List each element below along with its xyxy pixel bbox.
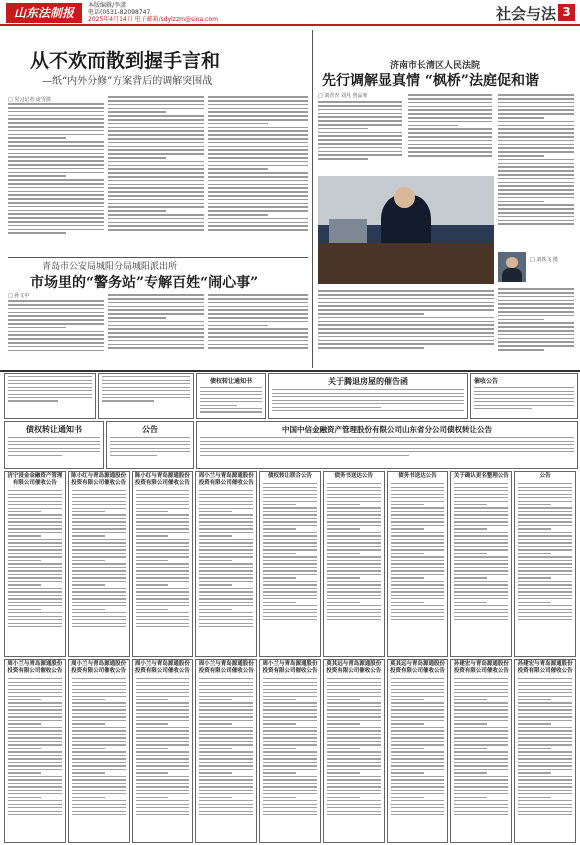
grid-notice-title: 周小兰与青岛源通股份投资有限公司催收公告 — [71, 661, 127, 674]
article2-kicker: 济南市长清区人民法院 — [390, 61, 481, 71]
grid-notice-2 — [195, 659, 257, 843]
masthead — [0, 0, 580, 26]
article1-subtitle: —纸“内外分修”方案背后的调解突围战 — [42, 76, 213, 87]
grid-notice-title: 陈小红与青岛源通股份投资有限公司催收公告 — [134, 473, 190, 486]
grid-notice-title: 周小兰与青岛源通股份投资有限公司催收公告 — [262, 661, 318, 674]
grid-notice-2 — [68, 659, 130, 843]
article3-kicker: 青岛市公安局城阳分局城阳派出所 — [42, 262, 178, 272]
grid-notice — [195, 471, 257, 657]
article2-body-col1 — [318, 99, 402, 171]
grid-notice-2 — [132, 659, 194, 843]
grid-notice-title: 债权转让联合公告 — [267, 473, 312, 479]
columnist-avatar — [498, 252, 526, 282]
grid-notice-title: 陈小红与青岛源通股份投资有限公司催收公告 — [71, 473, 127, 486]
grid-notice-2 — [323, 659, 385, 843]
header-editor: 本版编辑/李潇 — [88, 2, 127, 9]
notice-house-vacate: 关于腾退房屋的催告函 — [268, 373, 468, 419]
grid-notice-2 — [259, 659, 321, 843]
notice-left-transfer: 债权转让通知书 — [4, 421, 104, 469]
article2-body-col2 — [408, 92, 492, 172]
notice-citic-transfer: 中国中信金融资产管理股份有限公司山东省分公司债权转让公告 — [196, 421, 578, 469]
grid-notice-title: 周小兰与青岛源通股份投资有限公司催收公告 — [134, 661, 190, 674]
grid-notice-title: 周小兰与青岛源通股份投资有限公司催收公告 — [198, 473, 254, 486]
article3-title: 市场里的“警务站”专解百姓“闹心事” — [30, 275, 259, 291]
notice-left-announcement: 公告 — [106, 421, 194, 469]
grid-notice — [68, 471, 130, 657]
grid-notice-title: 关于确认更名整理公告 — [453, 473, 509, 479]
grid-notice — [4, 471, 66, 657]
grid-notice-2 — [387, 659, 449, 843]
article2-title: 先行调解显真情 “枫桥”法庭促和谐 — [322, 73, 539, 89]
notices-top-rule — [0, 370, 580, 372]
grid-notice-2 — [450, 659, 512, 843]
left-top-notice — [4, 373, 96, 419]
article2-body-bottom — [318, 288, 494, 368]
notice-debt-transfer: 债权转让通知书 — [196, 373, 266, 419]
grid-notice-title: 济宁浸金金融资产管理有限公司催收公告 — [7, 473, 63, 486]
grid-notice-title: 孙建宏与青岛源通股份投资有限公司催收公告 — [453, 661, 509, 674]
article1-body-col1 — [8, 101, 104, 255]
grid-notice-title: 债务书送达公告 — [334, 473, 374, 479]
grid-notice — [132, 471, 194, 657]
article1-byline: □ 见习记者 庞雪倩 — [8, 97, 51, 103]
page-number: 3 — [558, 4, 575, 21]
notice-collection: 催收公告 — [470, 373, 578, 419]
grid-notice — [259, 471, 321, 657]
court-photo — [318, 176, 494, 284]
columnist-label: □ 刘铁飞 摄 — [530, 257, 558, 263]
grid-notice — [450, 471, 512, 657]
grid-notice-2 — [4, 659, 66, 843]
grid-notice-title: 债务书送达公告 — [398, 473, 437, 479]
article2-body-col3 — [498, 92, 574, 252]
grid-notice-title: 周小兰与青岛源通股份投资有限公司催收公告 — [198, 661, 254, 674]
columnist-body — [498, 286, 574, 368]
grid-notice-2 — [514, 659, 576, 843]
section-title: 社会与法 — [495, 5, 556, 23]
article3-byline: □ 孙文中 — [8, 293, 30, 299]
header-meta — [88, 2, 218, 23]
grid-notice — [387, 471, 449, 657]
article1-body-col2 — [108, 94, 204, 255]
grid-notice-title: 周小兰与青岛源通股份投资有限公司催收公告 — [7, 661, 63, 674]
article3-body-col2 — [108, 292, 204, 368]
grid-notice-title: 莫其远与青岛源通股份投资有限公司催收公告 — [326, 661, 382, 674]
article1-title: 从不欢而散到握手言和 — [30, 50, 221, 72]
article3-body-col1 — [8, 298, 104, 368]
left-top-notice-2 — [98, 373, 194, 419]
header-phone: 电话(0531-82098747 — [88, 9, 151, 16]
grid-notice-title: 莫其远与青岛源通股份投资有限公司催收公告 — [390, 661, 446, 674]
grid-notice-title: 孙建宏与青岛源通股份投资有限公司催收公告 — [517, 661, 573, 674]
header-date-email: 2025年4月14日 电子邮箱/sdylzzm@sina.com — [88, 16, 218, 23]
grid-notice — [323, 471, 385, 657]
article3-top-rule — [8, 257, 308, 258]
article2-byline: □ 刘青青 刘丹 鲁品寒 — [318, 93, 368, 99]
newspaper-logo: 山东法制报 — [6, 3, 82, 23]
column-divider — [312, 30, 313, 368]
grid-notice-title: 公告 — [539, 473, 551, 479]
grid-notice — [514, 471, 576, 657]
article1-body-col3 — [208, 94, 308, 255]
article3-body-col3 — [208, 292, 308, 368]
